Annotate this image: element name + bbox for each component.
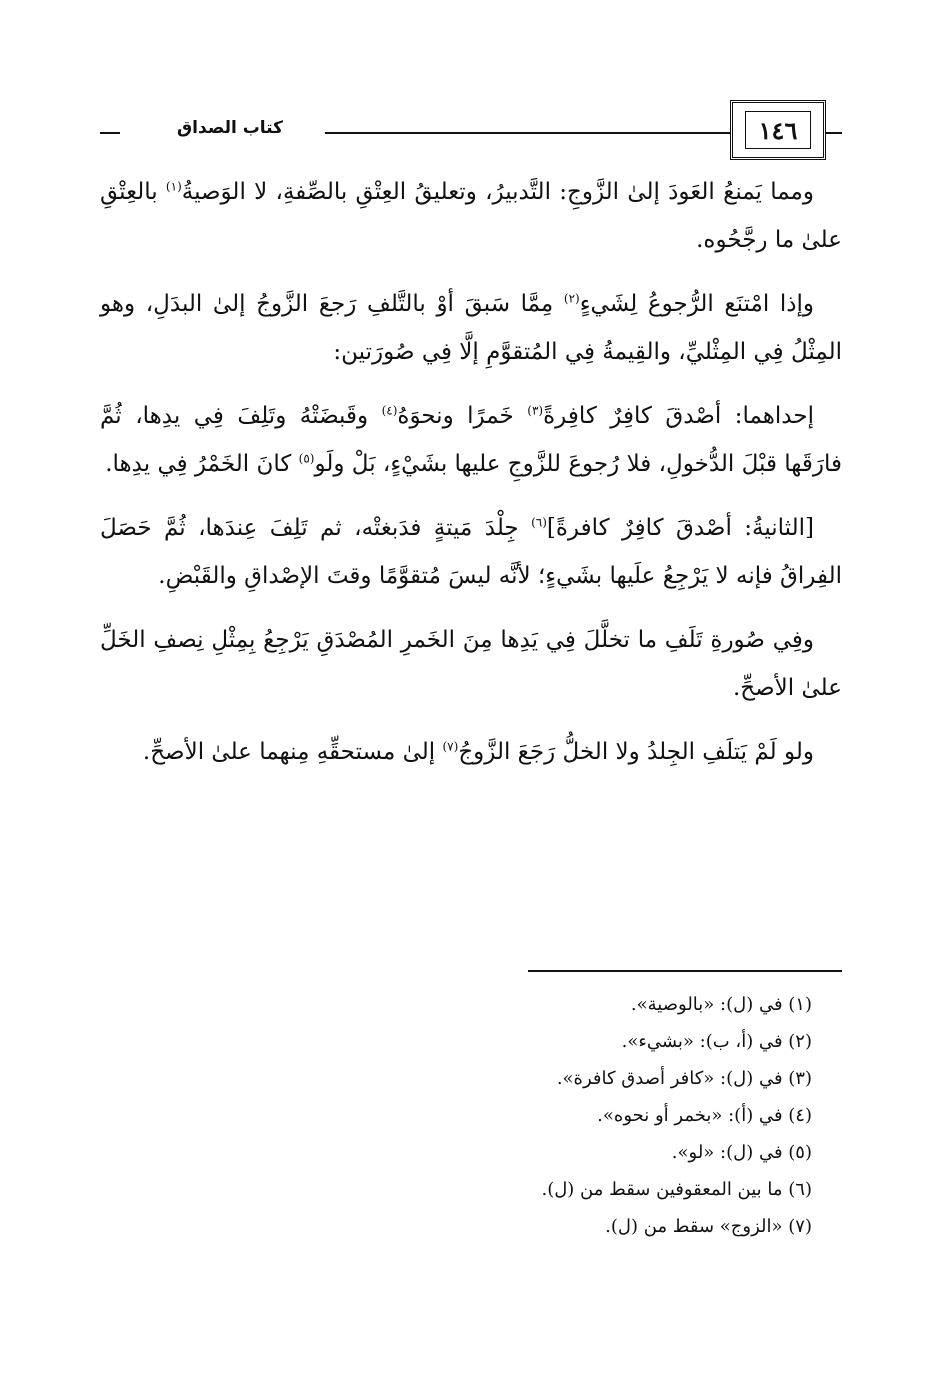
- footnote-7: (٧) «الزوج» سقط من (ل).: [605, 1216, 812, 1237]
- header-rule-middle: [325, 132, 730, 134]
- footnote-5: (٥) في (ل): «لو».: [671, 1142, 812, 1163]
- page-header: [100, 92, 842, 170]
- paragraph-4: [100, 504, 842, 600]
- footnote-ref-3: (٣): [527, 403, 544, 418]
- text-run: وفِي صُورةِ تَلَفِ ما تخلَّلَ فِي يَدِها مِنَ الخَمرِ المُصْدَقِ يَرْجِعُ بِمِثْلِ نِصفِ الخَلِّ علىٰ الأصحِّ.: [100, 627, 842, 701]
- paragraph-1: [100, 168, 842, 264]
- main-text: [100, 168, 842, 792]
- footnote-separator: [528, 970, 842, 972]
- text-run: كانَ الخَمْرُ فِي يدِها.: [105, 451, 299, 477]
- footnote-ref-6: (٦): [531, 515, 547, 530]
- text-run: وقَبضَتْهُ وتَلِفَ فِي يدِها، ثُمَّ فارَقَها قبْلَ الدُّخولِ، فلا رُجوعَ للزَّوجِ عليها بشَيْءٍ، بَلْ ولَو: [100, 403, 842, 477]
- header-rule-left: [100, 132, 120, 134]
- page-number: ١٤٦: [758, 115, 798, 145]
- paragraph-5: [100, 616, 842, 712]
- paragraph-3: [100, 392, 842, 488]
- footnote-ref-4: (٤): [381, 403, 398, 418]
- footnote-ref-5: (٥): [298, 451, 315, 466]
- text-run: ولو لَمْ يَتلَفِ الجِلدُ ولا الخلُّ رَجَعَ الزَّوجُ: [458, 739, 814, 765]
- footnote-4: (٤) في (أ): «بخمر أو نحوه».: [597, 1105, 812, 1126]
- header-rule-right: [826, 132, 842, 134]
- footnote-ref-1: (١): [165, 179, 182, 194]
- text-run: إحداهما: أصْدقَ كافِرٌ كافِرةً: [543, 403, 814, 429]
- footnote-2: (٢) في (أ، ب): «بشيء».: [621, 1031, 812, 1052]
- footnote-6: (٦) ما بين المعقوفين سقط من (ل).: [541, 1179, 812, 1200]
- text-run: مِمَّا سَبقَ أوْ بالتَّلفِ رَجعَ الزَّوجُ إلىٰ البدَلِ، وهو المِثْلُ فِي المِثْليِّ، والقِيمةُ فِي المُتقوَّمِ إلَّا فِي صُورَتين:: [100, 291, 842, 365]
- text-run: جِلْدَ مَيتةٍ فدَبغتْه، ثم تَلِفَ عِندَها، ثُمَّ حَصَلَ الفِراقُ فإنه لا يَرْجِعُ علَيها بشَيءٍ؛ لأنَّه ليسَ مُتقوَّمًا وقتَ الإصْداقِ والقَبْضِ.: [100, 515, 842, 589]
- running-title: كتاب الصداق: [176, 118, 284, 138]
- text-run: ومما يَمنعُ العَودَ إلىٰ الزَّوجِ: التَّدبيرُ، وتعليقُ العِتْقِ بالصِّفةِ، لا الوَصيةُ: [181, 179, 814, 205]
- page-number-box: [730, 100, 826, 160]
- paragraph-2: [100, 280, 842, 376]
- text-run: بالعِتْقِ علىٰ ما رجَّحُوه.: [100, 179, 842, 253]
- paragraph-6: [100, 728, 842, 776]
- footnote-1: (١) في (ل): «بالوصية».: [630, 994, 812, 1015]
- text-run: إلىٰ مستحقِّهِ مِنهما علىٰ الأصحِّ.: [142, 739, 443, 765]
- footnote-ref-2: (٢): [563, 291, 580, 306]
- footnote-3: (٣) في (ل): «كافر أصدق كافرة».: [556, 1068, 812, 1089]
- text-run: وإذا امْتنَع الرُّجوعُ لِشَيءٍ: [579, 291, 814, 317]
- footnote-ref-7: (٧): [442, 739, 459, 754]
- text-run: [الثانيةُ: أصْدقَ كافِرٌ كافرةً]: [546, 515, 814, 541]
- footnotes: [420, 986, 812, 1245]
- text-run: خَمرًا ونحوَهُ: [397, 403, 528, 429]
